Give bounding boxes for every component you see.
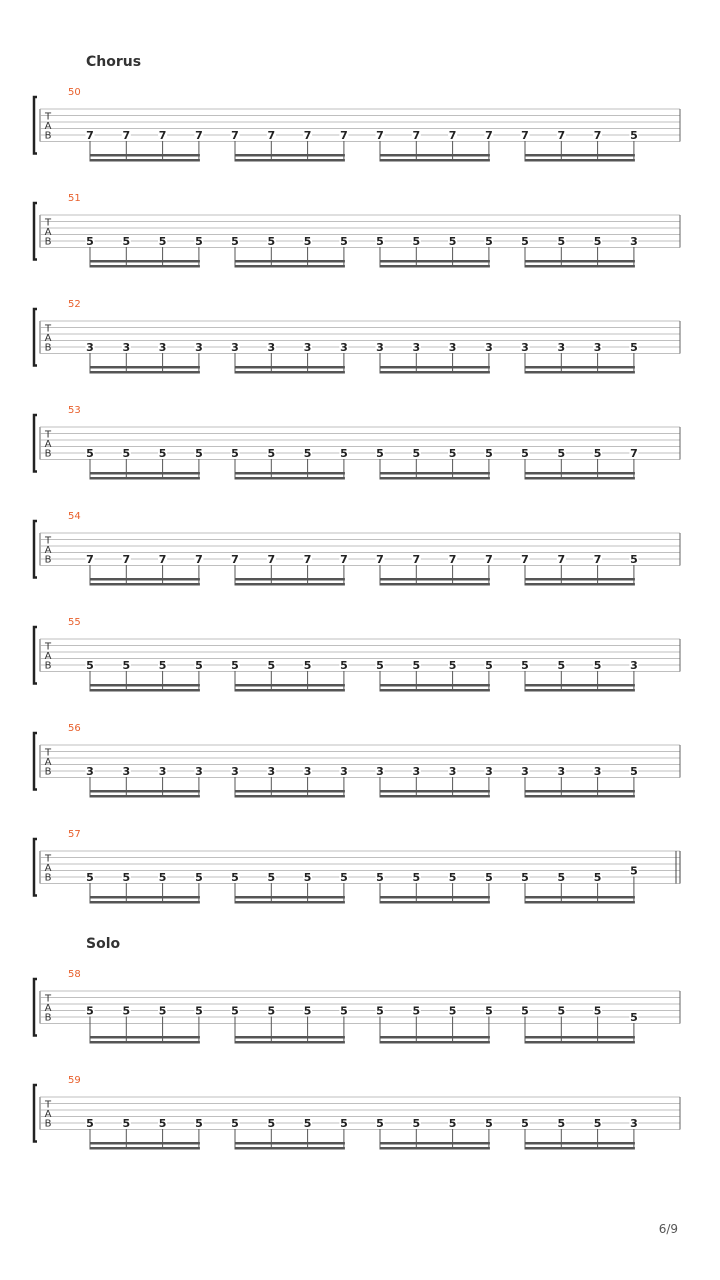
fret-number: 7: [267, 129, 276, 142]
measure-number: 59: [68, 1075, 81, 1086]
fret-number: 3: [593, 341, 602, 354]
fret-number: 3: [86, 765, 94, 778]
measure-number: 51: [68, 193, 81, 204]
fret-number: 5: [303, 447, 312, 460]
fret-number: 5: [158, 447, 167, 460]
tab-clef-letter: B: [44, 448, 52, 460]
fret-number: 3: [448, 341, 457, 354]
fret-number: 5: [303, 1117, 312, 1130]
tab-clef-letter: B: [44, 766, 52, 778]
beam: [525, 689, 635, 692]
beam: [380, 684, 490, 687]
fret-number: 5: [158, 871, 167, 884]
fret-number: 3: [448, 765, 457, 778]
tab-clef-letter: A: [44, 756, 52, 768]
beam: [90, 159, 200, 162]
tab-clef-letter: B: [44, 660, 52, 672]
beam: [235, 154, 345, 157]
beam: [525, 159, 635, 162]
fret-number: 7: [485, 553, 493, 566]
fret-number: 5: [195, 235, 203, 248]
beam: [525, 578, 635, 581]
beam: [90, 366, 200, 369]
beam: [235, 1147, 345, 1150]
beam: [525, 472, 635, 475]
fret-number: 7: [303, 129, 312, 142]
tab-clef-letter: A: [44, 332, 52, 344]
beam: [525, 154, 635, 157]
tab-clef-letter: A: [44, 1108, 52, 1120]
beam: [235, 1036, 345, 1039]
fret-number: 3: [195, 765, 203, 778]
beam: [90, 901, 200, 904]
fret-number: 5: [340, 871, 348, 884]
beam: [525, 1142, 635, 1145]
tab-clef-letter: T: [44, 323, 52, 335]
fret-number: 5: [86, 235, 94, 248]
tab-clef-letter: T: [44, 111, 52, 123]
tab-clef-letter: T: [44, 429, 52, 441]
fret-number: 7: [557, 129, 566, 142]
fret-number: 5: [86, 1004, 94, 1018]
fret-number: 5: [412, 447, 421, 460]
tab-clef-letter: T: [44, 535, 52, 547]
beam: [525, 1147, 635, 1150]
fret-number: 5: [303, 659, 312, 672]
fret-number: 3: [158, 341, 167, 354]
beam: [235, 366, 345, 369]
fret-number: 5: [593, 871, 602, 884]
beam: [235, 689, 345, 692]
fret-number: 3: [412, 341, 421, 354]
fret-number: 5: [158, 1004, 167, 1018]
beam: [380, 159, 490, 162]
fret-number: 7: [521, 129, 529, 142]
fret-number: 3: [122, 765, 131, 778]
fret-number: 5: [412, 235, 421, 248]
tab-clef-letter: T: [44, 641, 52, 653]
fret-number: 3: [593, 765, 602, 778]
system-bracket: [34, 979, 37, 1036]
fret-number: 5: [557, 871, 566, 884]
beam: [380, 265, 490, 268]
beam: [525, 371, 635, 374]
beam: [235, 795, 345, 798]
fret-number: 7: [557, 553, 566, 566]
beam: [235, 477, 345, 480]
fret-number: 5: [448, 1117, 457, 1130]
fret-number: 5: [340, 235, 348, 248]
fret-number: 5: [267, 1004, 276, 1018]
fret-number: 5: [195, 1004, 203, 1018]
fret-number: 5: [86, 1117, 94, 1130]
system-bracket: [34, 309, 37, 366]
fret-number: 5: [340, 447, 348, 460]
measure-number: 57: [68, 829, 81, 840]
fret-number: 5: [448, 447, 457, 460]
section-title-solo: Solo: [86, 936, 121, 952]
fret-number: 5: [593, 1004, 602, 1018]
tab-clef-letter: A: [44, 438, 52, 450]
fret-number: 5: [195, 1117, 203, 1130]
measure-number: 53: [68, 405, 81, 416]
beam: [525, 477, 635, 480]
fret-number: 5: [340, 1117, 348, 1130]
fret-number: 5: [231, 1117, 239, 1130]
beam: [380, 366, 490, 369]
fret-number: 7: [485, 129, 493, 142]
beam: [380, 477, 490, 480]
tab-clef-letter: A: [44, 650, 52, 662]
measure-number: 56: [68, 723, 81, 734]
beam: [525, 265, 635, 268]
beam: [235, 901, 345, 904]
fret-number: 5: [376, 1004, 384, 1018]
fret-number: 5: [412, 1004, 421, 1018]
beam: [90, 689, 200, 692]
fret-number: 5: [267, 447, 276, 460]
fret-number: 5: [231, 1004, 239, 1018]
tab-clef-letter: T: [44, 993, 52, 1005]
fret-number: 5: [448, 235, 457, 248]
tab-clef-letter: B: [44, 872, 52, 884]
tab-clef-letter: B: [44, 554, 52, 566]
fret-number: 3: [86, 341, 94, 354]
fret-number: 5: [593, 659, 602, 672]
beam: [90, 472, 200, 475]
fret-number: 5: [557, 1117, 566, 1130]
beam: [380, 583, 490, 586]
fret-number: 5: [86, 447, 94, 460]
fret-number: 7: [412, 129, 421, 142]
fret-number: 5: [122, 871, 131, 884]
fret-number: 5: [412, 871, 421, 884]
beam: [235, 583, 345, 586]
fret-number: 3: [521, 765, 529, 778]
fret-number: 3: [376, 341, 384, 354]
fret-number: 5: [340, 1004, 348, 1018]
fret-number: 7: [376, 129, 384, 142]
fret-number: 7: [303, 553, 312, 566]
beam: [235, 790, 345, 793]
fret-number: 5: [122, 1004, 131, 1018]
fret-number: 5: [195, 871, 203, 884]
fret-number: 3: [231, 765, 239, 778]
tab-clef-letter: B: [44, 236, 52, 248]
fret-number: 5: [557, 447, 566, 460]
beam: [380, 689, 490, 692]
fret-number: 3: [158, 765, 167, 778]
fret-number: 5: [485, 1004, 493, 1018]
fret-number: 7: [376, 553, 384, 566]
fret-number: 5: [521, 871, 529, 884]
fret-number: 5: [593, 235, 602, 248]
fret-number: 3: [122, 341, 131, 354]
tab-clef-letter: T: [44, 217, 52, 229]
beam: [235, 159, 345, 162]
fret-number: 5: [485, 1117, 493, 1130]
tab-clef-letter: T: [44, 1099, 52, 1111]
system-bracket: [34, 521, 37, 578]
fret-number: 5: [303, 235, 312, 248]
beam: [380, 154, 490, 157]
fret-number: 5: [630, 765, 638, 778]
fret-number: 5: [376, 235, 384, 248]
fret-number: 3: [557, 341, 566, 354]
fret-number: 3: [303, 341, 312, 354]
beam: [525, 790, 635, 793]
fret-number: 5: [376, 1117, 384, 1130]
fret-number: 3: [557, 765, 566, 778]
beam: [525, 366, 635, 369]
beam: [235, 896, 345, 899]
fret-number: 5: [303, 871, 312, 884]
fret-number: 5: [557, 235, 566, 248]
beam: [235, 265, 345, 268]
beam: [380, 901, 490, 904]
fret-number: 5: [267, 659, 276, 672]
fret-number: 5: [86, 659, 94, 672]
tab-clef-letter: B: [44, 342, 52, 354]
beam: [235, 1142, 345, 1145]
fret-number: 7: [593, 129, 602, 142]
fret-number: 7: [195, 129, 203, 142]
fret-number: 7: [521, 553, 529, 566]
beam: [90, 260, 200, 263]
fret-number: 5: [412, 1117, 421, 1130]
beam: [90, 1142, 200, 1145]
beam: [380, 896, 490, 899]
beam: [90, 578, 200, 581]
fret-number: 3: [630, 1117, 638, 1130]
fret-number: 7: [593, 553, 602, 566]
fret-number: 5: [521, 1117, 529, 1130]
fret-number: 5: [195, 659, 203, 672]
fret-number: 7: [340, 129, 348, 142]
fret-number: 5: [630, 341, 638, 354]
beam: [380, 260, 490, 263]
beam: [380, 1147, 490, 1150]
tab-clef-letter: A: [44, 862, 52, 874]
tab-clef-letter: A: [44, 1002, 52, 1014]
fret-number: 5: [630, 1011, 638, 1024]
fret-number: 5: [122, 235, 131, 248]
fret-number: 5: [557, 1004, 566, 1018]
beam: [525, 260, 635, 263]
fret-number: 5: [158, 659, 167, 672]
system-bracket: [34, 839, 37, 896]
fret-number: 5: [376, 447, 384, 460]
measure-number: 58: [68, 969, 81, 980]
fret-number: 3: [630, 235, 638, 248]
beam: [90, 477, 200, 480]
tab-clef-letter: B: [44, 1012, 52, 1024]
fret-number: 5: [267, 871, 276, 884]
fret-number: 3: [267, 341, 276, 354]
beam: [90, 1041, 200, 1044]
beam: [90, 265, 200, 268]
fret-number: 5: [593, 447, 602, 460]
fret-number: 5: [521, 447, 529, 460]
fret-number: 5: [122, 659, 131, 672]
beam: [380, 1142, 490, 1145]
fret-number: 7: [122, 553, 131, 566]
beam: [380, 795, 490, 798]
beam: [525, 1041, 635, 1044]
fret-number: 5: [122, 1117, 131, 1130]
fret-number: 3: [485, 341, 493, 354]
fret-number: 7: [158, 129, 167, 142]
tab-clef-letter: B: [44, 130, 52, 142]
fret-number: 5: [521, 659, 529, 672]
fret-number: 7: [231, 129, 239, 142]
tab-clef-letter: A: [44, 226, 52, 238]
tab-clef-letter: A: [44, 544, 52, 556]
beam: [90, 1147, 200, 1150]
fret-number: 3: [521, 341, 529, 354]
fret-number: 7: [195, 553, 203, 566]
fret-number: 7: [122, 129, 131, 142]
fret-number: 3: [303, 765, 312, 778]
fret-number: 7: [86, 129, 94, 142]
beam: [235, 684, 345, 687]
fret-number: 5: [376, 871, 384, 884]
system-bracket: [34, 733, 37, 790]
beam: [525, 901, 635, 904]
fret-number: 3: [340, 765, 348, 778]
fret-number: 5: [376, 659, 384, 672]
beam: [90, 795, 200, 798]
page-number: 6/9: [658, 1222, 678, 1236]
system-bracket: [34, 97, 37, 154]
fret-number: 7: [448, 129, 457, 142]
fret-number: 3: [376, 765, 384, 778]
fret-number: 5: [340, 659, 348, 672]
fret-number: 5: [267, 235, 276, 248]
beam: [525, 1036, 635, 1039]
beam: [380, 790, 490, 793]
measure-number: 50: [68, 87, 81, 98]
beam: [235, 472, 345, 475]
fret-number: 5: [267, 1117, 276, 1130]
fret-number: 5: [593, 1117, 602, 1130]
beam: [380, 371, 490, 374]
fret-number: 5: [448, 1004, 457, 1018]
fret-number: 5: [485, 659, 493, 672]
beam: [380, 1036, 490, 1039]
beam: [525, 896, 635, 899]
tab-clef-letter: T: [44, 853, 52, 865]
beam: [235, 260, 345, 263]
beam: [525, 684, 635, 687]
fret-number: 5: [195, 447, 203, 460]
fret-number: 7: [412, 553, 421, 566]
system-bracket: [34, 415, 37, 472]
fret-number: 3: [340, 341, 348, 354]
fret-number: 5: [231, 447, 239, 460]
fret-number: 5: [630, 129, 638, 142]
beam: [90, 154, 200, 157]
tab-clef-letter: A: [44, 120, 52, 132]
fret-number: 3: [267, 765, 276, 778]
fret-number: 3: [231, 341, 239, 354]
fret-number: 5: [485, 447, 493, 460]
fret-number: 7: [86, 553, 94, 566]
fret-number: 3: [630, 659, 638, 672]
system-bracket: [34, 627, 37, 684]
fret-number: 3: [412, 765, 421, 778]
beam: [235, 578, 345, 581]
fret-number: 7: [231, 553, 239, 566]
beam: [90, 583, 200, 586]
system-bracket: [34, 203, 37, 260]
fret-number: 7: [158, 553, 167, 566]
fret-number: 7: [340, 553, 348, 566]
fret-number: 5: [231, 871, 239, 884]
tab-clef-letter: B: [44, 1118, 52, 1130]
fret-number: 7: [267, 553, 276, 566]
beam: [525, 583, 635, 586]
fret-number: 5: [231, 659, 239, 672]
beam: [90, 790, 200, 793]
beam: [380, 1041, 490, 1044]
beam: [90, 684, 200, 687]
fret-number: 5: [158, 1117, 167, 1130]
fret-number: 5: [448, 871, 457, 884]
beam: [235, 371, 345, 374]
fret-number: 5: [557, 659, 566, 672]
fret-number: 5: [86, 871, 94, 884]
fret-number: 7: [448, 553, 457, 566]
fret-number: 5: [303, 1004, 312, 1018]
beam: [380, 472, 490, 475]
fret-number: 5: [485, 871, 493, 884]
fret-number: 5: [412, 659, 421, 672]
fret-number: 5: [231, 235, 239, 248]
tab-clef-letter: T: [44, 747, 52, 759]
beam: [380, 578, 490, 581]
beam: [525, 795, 635, 798]
beam: [90, 1036, 200, 1039]
measure-number: 54: [68, 511, 81, 522]
fret-number: 5: [485, 235, 493, 248]
measure-number: 52: [68, 299, 81, 310]
beam: [90, 371, 200, 374]
beam: [90, 896, 200, 899]
fret-number: 5: [521, 235, 529, 248]
fret-number: 5: [448, 659, 457, 672]
fret-number: 5: [158, 235, 167, 248]
fret-number: 5: [521, 1004, 529, 1018]
fret-number: 5: [630, 553, 638, 566]
fret-number: 5: [122, 447, 131, 460]
measure-number: 55: [68, 617, 81, 628]
system-bracket: [34, 1085, 37, 1142]
fret-number: 3: [195, 341, 203, 354]
fret-number: 3: [485, 765, 493, 778]
fret-number: 7: [630, 447, 638, 460]
section-title-chorus: Chorus: [86, 54, 142, 70]
fret-number: 5: [630, 864, 638, 878]
beam: [235, 1041, 345, 1044]
